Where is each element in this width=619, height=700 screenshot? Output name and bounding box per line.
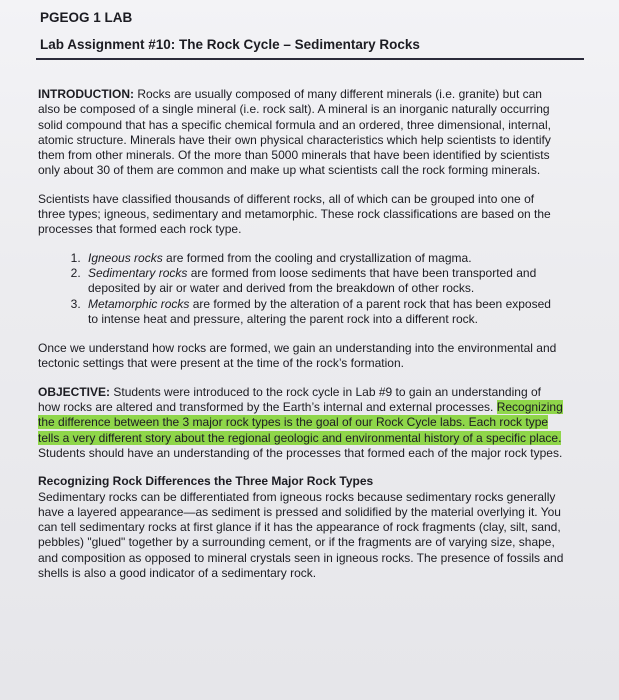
objective-paragraph	[38, 385, 564, 461]
lab-title: Lab Assignment #10: The Rock Cycle – Sedimentary Rocks	[40, 37, 420, 52]
objective-text-end: Students should have an understanding of the processes that formed each of the major rock types.	[38, 445, 563, 460]
objective-label: OBJECTIVE:	[38, 384, 111, 399]
classification-paragraph: Scientists have classified thousands of different rocks, all of which can be grouped into one of three types; igneous, sedimentary and metamorphic. These rock classifications are based on the processes that formed each rock type.	[38, 191, 551, 237]
desc-sedimentary: are formed from loose sediments that have been transported and deposited by air or water and derived from the breakdown of other rocks.	[88, 265, 537, 296]
term-igneous: Igneous rocks	[88, 250, 163, 265]
list-item-sedimentary	[84, 266, 564, 297]
objective-text: Students were introduced to the rock cycle in Lab #9 to gain an understanding of how rocks are altered and transformed by the Earth’s internal and external processes.	[38, 384, 541, 415]
term-sedimentary: Sedimentary rocks	[88, 265, 188, 280]
understanding-paragraph: Once we understand how rocks are formed, we gain an understanding into the environmental and tectonic settings that were present at the time of the rock’s formation.	[38, 341, 557, 371]
desc-igneous: are formed from the cooling and crystallization of magma.	[162, 250, 472, 265]
introduction-text: Rocks are usually composed of many different minerals (i.e. granite) but can also be composed of a single mineral (i.e. rock salt). A mineral is an inorganic naturally occurring solid compound that has a specific chemical formula and an ordered, three dimensional, internal, atomic structure. Minerals have their own physical characteristics which help scientists to identify them from other minerals. Of the more than 5000 minerals that have been identified by scientists only about 30 of them are common and make up what scientists call the rock forming minerals.	[38, 87, 551, 178]
rock-types-list	[38, 251, 564, 327]
list-item-metamorphic	[84, 297, 564, 328]
term-metamorphic: Metamorphic rocks	[88, 296, 190, 311]
section-heading: Recognizing Rock Differences the Three Major Rock Types	[38, 474, 374, 489]
desc-metamorphic: are formed by the alteration of a parent rock that has been exposed to intense heat and pressure, altering the parent rock into a different rock.	[88, 296, 551, 326]
document-body	[38, 87, 564, 594]
course-title: PGEOG 1 LAB	[40, 10, 133, 25]
differences-text: Sedimentary rocks can be differentiated from igneous rocks because sedimentary rocks generally have a layered appearance—as sediment is pressed and solidified by the material overlying it. You can tell sedimentary rocks at first glance if it has the appearance of rock fragments (clay, silt, sand, pebbles) "glued" together by a surrounding cement, or if the fragments are of varying size, shape, and composition as opposed to mineral crystals seen in igneous rocks. The presence of fossils and shells is also a good indicator of a sedimentary rock.	[38, 489, 564, 581]
differences-paragraph	[38, 474, 564, 581]
title-underline	[36, 58, 584, 60]
highlighted-text: Recognizing the difference between the 3 major rock types is the goal of our Rock Cycle labs. Each rock type tells a very different story about the regional geologic and environmental history of a specific place.	[38, 400, 563, 445]
list-item-igneous	[84, 251, 564, 266]
introduction-paragraph	[38, 87, 564, 179]
introduction-label: INTRODUCTION:	[38, 87, 134, 101]
